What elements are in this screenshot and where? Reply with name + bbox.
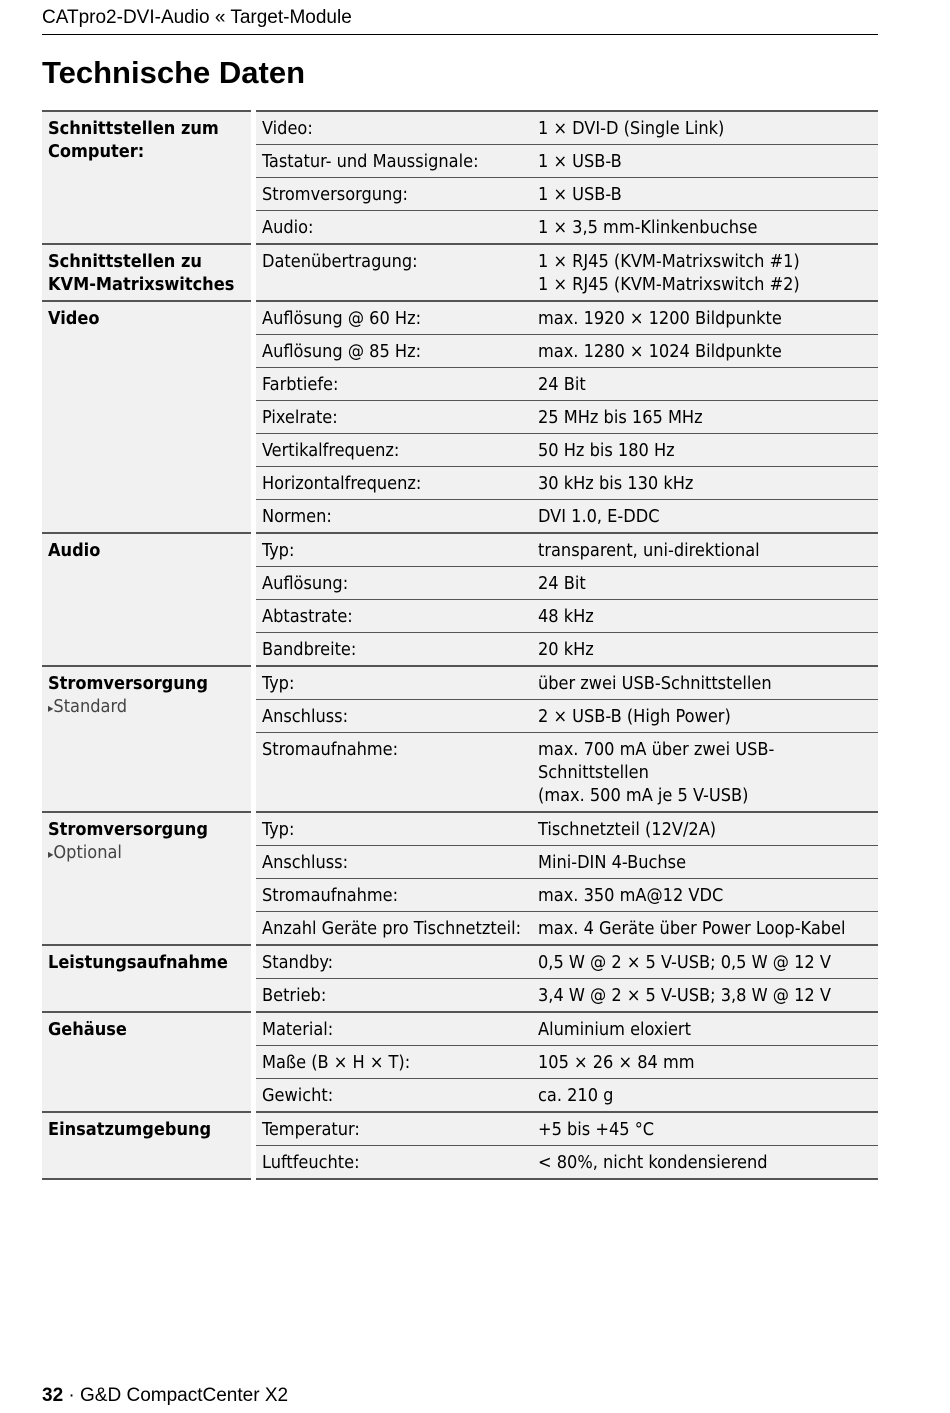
spec-value-line: 48 kHz [538, 606, 594, 627]
spec-key: Material: [254, 1012, 533, 1046]
spec-key: Gewicht: [254, 1079, 533, 1113]
spec-key: Auflösung: [254, 567, 533, 600]
spec-group [42, 1012, 254, 1112]
spec-value-line: (max. 500 mA je 5 V-USB) [538, 785, 749, 806]
spec-value [532, 401, 878, 434]
spec-value [532, 467, 878, 500]
spec-group-label: Gehäuse [48, 1019, 127, 1040]
spec-group-label: Video [48, 308, 100, 329]
spec-value-line: max. 1280 × 1024 Bildpunkte [538, 341, 782, 362]
spec-row [42, 533, 878, 567]
footer-separator: · [63, 1385, 81, 1406]
spec-value [532, 500, 878, 534]
spec-value [532, 244, 878, 301]
page-footer [42, 1384, 288, 1408]
spec-value [532, 700, 878, 733]
spec-row [42, 244, 878, 301]
spec-value-line: max. 350 mA@12 VDC [538, 885, 724, 906]
spec-value-line: transparent, uni-direktional [538, 540, 760, 561]
spec-key: Betrieb: [254, 979, 533, 1013]
spec-value-line: +5 bis +45 °C [538, 1119, 655, 1140]
spec-value-line: max. 4 Geräte über Power Loop-Kabel [538, 918, 846, 939]
spec-value-line: 3,4 W @ 2 × 5 V-USB; 3,8 W @ 12 V [538, 985, 831, 1006]
page-title: Technische Daten [42, 55, 306, 90]
spec-value-line: 1 × RJ45 (KVM-Matrixswitch #2) [538, 274, 800, 295]
spec-group [42, 533, 254, 666]
spec-value-line: < 80%, nicht kondensierend [538, 1152, 768, 1173]
spec-value [532, 335, 878, 368]
spec-key: Bandbreite: [254, 633, 533, 667]
spec-group [42, 812, 254, 945]
spec-group-label: Schnittstellen zum Computer: [48, 118, 219, 162]
spec-value-line: 25 MHz bis 165 MHz [538, 407, 703, 428]
spec-value [532, 979, 878, 1013]
spec-value-line: 1 × USB-B [538, 184, 622, 205]
spec-group-label: Audio [48, 540, 101, 561]
footer-title: G&D CompactCenter X2 [80, 1385, 289, 1406]
spec-key: Datenübertragung: [254, 244, 533, 301]
spec-value [532, 1146, 878, 1180]
running-header: CATpro2-DVI-Audio « Target-Module [42, 6, 878, 35]
spec-group [42, 666, 254, 812]
spec-value [532, 1046, 878, 1079]
spec-value-line: 1 × USB-B [538, 151, 622, 172]
spec-key: Audio: [254, 211, 533, 245]
spec-group-label: Einsatzumgebung [48, 1119, 212, 1140]
spec-value-line: 1 × RJ45 (KVM-Matrixswitch #1) [538, 251, 800, 272]
spec-key: Standby: [254, 945, 533, 979]
spec-key: Video: [254, 111, 533, 145]
spec-key: Horizontalfrequenz: [254, 467, 533, 500]
spec-table [42, 110, 878, 1180]
spec-value [532, 111, 878, 145]
spec-value [532, 1079, 878, 1113]
spec-value [532, 178, 878, 211]
spec-key: Stromaufnahme: [254, 733, 533, 813]
spec-key: Stromversorgung: [254, 178, 533, 211]
spec-value-line: über zwei USB-Schnittstellen [538, 673, 772, 694]
spec-value-line: 50 Hz bis 180 Hz [538, 440, 675, 461]
spec-key: Tastatur- und Maussignale: [254, 145, 533, 178]
spec-value [532, 945, 878, 979]
spec-value [532, 846, 878, 879]
spec-group-label: Stromversorgung [48, 673, 208, 694]
spec-value-line: DVI 1.0, E-DDC [538, 506, 660, 527]
spec-key: Anschluss: [254, 846, 533, 879]
spec-value [532, 368, 878, 401]
spec-key: Luftfeuchte: [254, 1146, 533, 1180]
spec-row [42, 812, 878, 846]
spec-value-line: Tischnetzteil (12V/2A) [538, 819, 717, 840]
spec-key: Typ: [254, 533, 533, 567]
spec-group [42, 945, 254, 1012]
spec-key: Auflösung @ 60 Hz: [254, 301, 533, 335]
spec-value [532, 812, 878, 846]
spec-key: Anzahl Geräte pro Tischnetzteil: [254, 912, 533, 946]
spec-key: Maße (B × H × T): [254, 1046, 533, 1079]
spec-value-line: 20 kHz [538, 639, 594, 660]
spec-key: Pixelrate: [254, 401, 533, 434]
spec-value [532, 600, 878, 633]
spec-row [42, 301, 878, 335]
spec-row [42, 1112, 878, 1146]
spec-key: Stromaufnahme: [254, 879, 533, 912]
spec-value-line: 30 kHz bis 130 kHz [538, 473, 694, 494]
spec-value-line: max. 700 mA über zwei USB-Schnittstellen [538, 739, 775, 783]
spec-value [532, 1112, 878, 1146]
spec-key: Abtastrate: [254, 600, 533, 633]
spec-value [532, 301, 878, 335]
spec-value-line: max. 1920 × 1200 Bildpunkte [538, 308, 782, 329]
spec-row [42, 111, 878, 145]
spec-value [532, 879, 878, 912]
spec-value [532, 666, 878, 700]
spec-value [532, 912, 878, 946]
spec-group [42, 244, 254, 301]
page-number: 32 [42, 1385, 64, 1406]
spec-key: Vertikalfrequenz: [254, 434, 533, 467]
spec-key: Typ: [254, 666, 533, 700]
spec-group [42, 111, 254, 244]
spec-value [532, 145, 878, 178]
spec-value-line: 2 × USB-B (High Power) [538, 706, 731, 727]
spec-key: Temperatur: [254, 1112, 533, 1146]
spec-key: Typ: [254, 812, 533, 846]
spec-group-sublabel: ▸ Optional [48, 841, 245, 866]
spec-group-sublabel: ▸ Standard [48, 695, 245, 720]
spec-value-line: 1 × DVI-D (Single Link) [538, 118, 725, 139]
spec-group [42, 1112, 254, 1179]
spec-row [42, 945, 878, 979]
spec-row [42, 1012, 878, 1046]
spec-group-label: Stromversorgung [48, 819, 208, 840]
spec-value [532, 1012, 878, 1046]
spec-value-line: 105 × 26 × 84 mm [538, 1052, 695, 1073]
spec-group-label: Schnittstellen zu KVM-Matrixswitches [48, 251, 235, 295]
spec-key: Anschluss: [254, 700, 533, 733]
spec-key: Auflösung @ 85 Hz: [254, 335, 533, 368]
spec-value-line: 24 Bit [538, 573, 586, 594]
spec-value [532, 434, 878, 467]
spec-value [532, 633, 878, 667]
spec-value [532, 733, 878, 813]
spec-value [532, 567, 878, 600]
spec-value-line: 24 Bit [538, 374, 586, 395]
spec-value-line: ca. 210 g [538, 1085, 614, 1106]
spec-row [42, 666, 878, 700]
spec-group [42, 301, 254, 533]
spec-group-label: Leistungsaufnahme [48, 952, 228, 973]
spec-value [532, 211, 878, 245]
spec-key: Farbtiefe: [254, 368, 533, 401]
spec-value [532, 533, 878, 567]
spec-value-line: 1 × 3,5 mm-Klinkenbuchse [538, 217, 758, 238]
spec-value-line: Mini-DIN 4-Buchse [538, 852, 687, 873]
spec-value-line: Aluminium eloxiert [538, 1019, 691, 1040]
spec-key: Normen: [254, 500, 533, 534]
spec-value-line: 0,5 W @ 2 × 5 V-USB; 0,5 W @ 12 V [538, 952, 831, 973]
